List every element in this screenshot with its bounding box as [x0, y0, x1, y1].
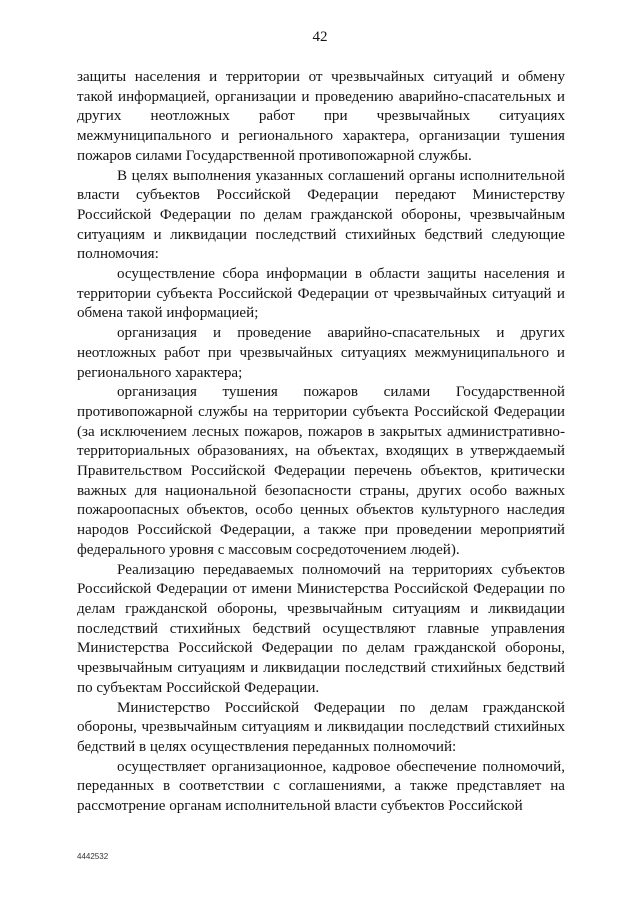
paragraph-ministry-duties: Министерство Российской Федерации по делам гражданской обороны, чрезвычайным ситуациям и ликвидации последствий стихийных бедствий в целях осуществления переданных полномочий:	[77, 699, 565, 755]
paragraph-agreement-purpose: В целях выполнения указанных соглашений органы исполнительной власти субъектов Российской Федерации передают Министерству Российской Федерации по делам гражданской обороны, чрезвычайным ситуациям и ликвидации последствий стихийных бедствий следующие полномочия:	[77, 167, 565, 263]
paragraph-power-firefighting: организация тушения пожаров силами Государственной противопожарной службы на территории субъекта Российской Федерации (за исключением лесных пожаров, пожаров в закрытых административно-территориальных образованиях, на объектах, входящих в утверждаемый Правительством Российской Федерации перечень объектов, критически важных для национальной безопасности страны, других особо важных пожароопасных объектов, особо ценных объектов культурного наследия народов Российской Федерации, а также при проведении мероприятий федерального уровня с массовым сосредоточением людей).	[77, 384, 565, 558]
paragraph-implementation: Реализацию передаваемых полномочий на территориях субъектов Российской Федерации от имени Министерства Российской Федерации по делам гражданской обороны, чрезвычайным ситуациям и ликвидации последствий стихийных бедствий осуществляют главные управления Министерства Российской Федерации по делам гражданской обороны, чрезвычайным ситуациям и ликвидации последствий стихийных бедствий по субъектам Российской Федерации.	[77, 561, 565, 696]
document-code: 4442532	[77, 852, 109, 861]
paragraph-continuation: защиты населения и территории от чрезвычайных ситуаций и обмену такой информацией, организации и проведению аварийно-спасательных и других неотложных работ при чрезвычайных ситуациях межмуниципального и регионального характера, организации тушения пожаров силами Государственной противопожарной службы.	[77, 69, 565, 164]
document-body	[77, 68, 565, 817]
paragraph-power-info-collection: осуществление сбора информации в области защиты населения и территории субъекта Российской Федерации от чрезвычайных ситуаций и обмена такой информацией;	[77, 266, 565, 322]
page-number: 42	[312, 29, 328, 45]
paragraph-ministry-provides: осуществляет организационное, кадровое обеспечение полномочий, переданных в соответствии с соглашениями, а также представляет на рассмотрение органам исполнительной власти субъектов Российской	[77, 758, 565, 815]
paragraph-power-rescue-works: организация и проведение аварийно-спасательных и других неотложных работ при чрезвычайных ситуациях межмуниципального и регионального характера;	[77, 325, 565, 381]
